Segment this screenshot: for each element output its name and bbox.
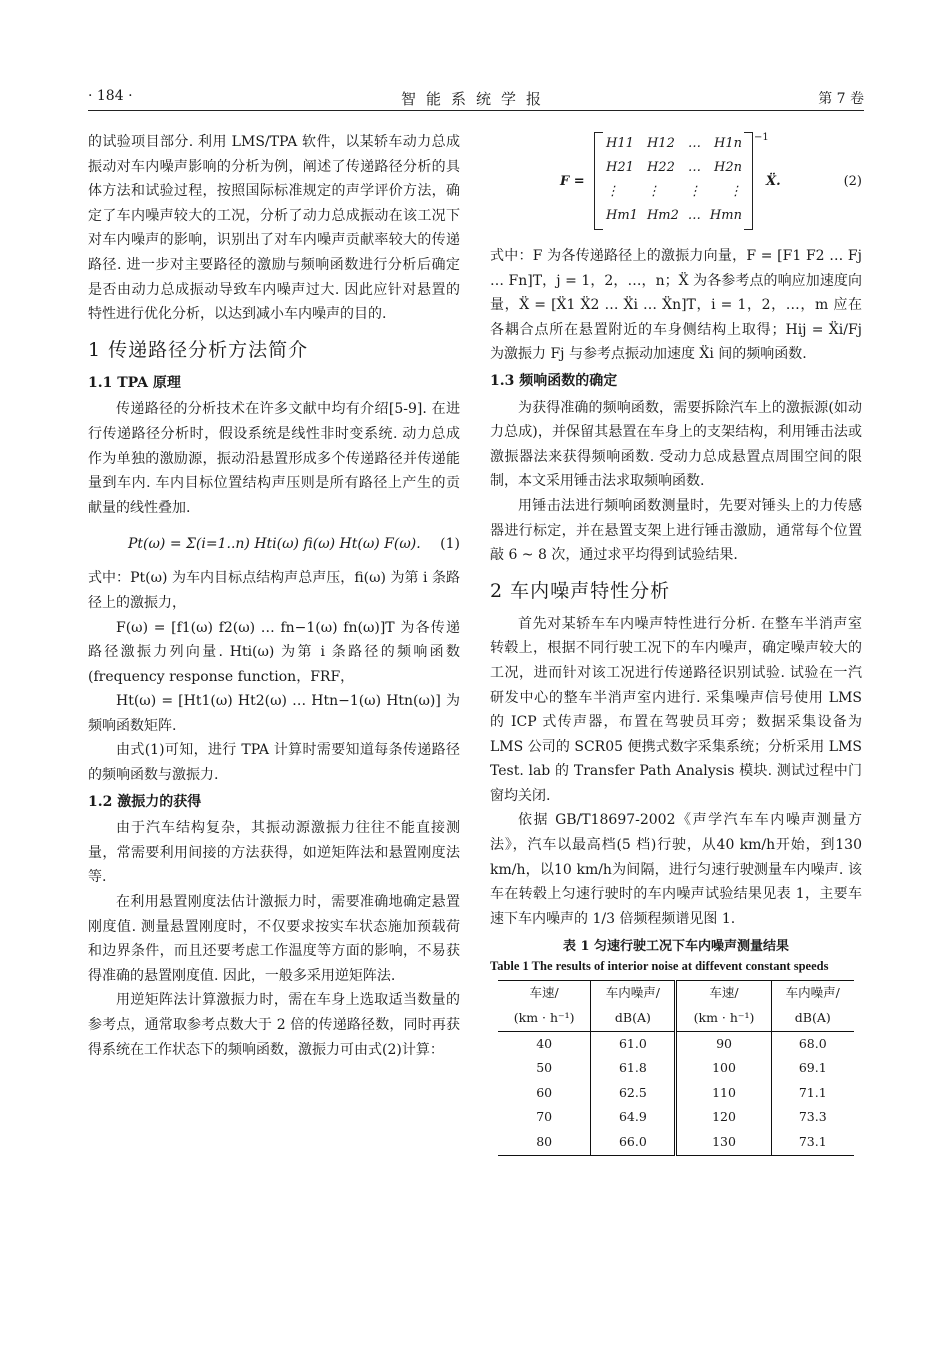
matrix-row	[606, 180, 742, 204]
matrix-cell: H11	[606, 136, 634, 151]
matrix-cell: …	[687, 160, 701, 175]
matrix-right-bracket	[744, 132, 753, 230]
table-header-cell: 车速/	[676, 981, 771, 1006]
table-header-cell: dB(A)	[771, 1006, 854, 1031]
excitation-paragraph-1: 由于汽车结构复杂，其振动源激振力往往不能直接测量，常需要利用间接的方法获得，如逆矩阵法和悬置刚度法等.	[88, 820, 460, 886]
noise-paragraph-2: 依据 GB/T18697-2002《声学汽车车内噪声测量方法》，汽车以最高档(5 档)行驶，从40 km/h开始，到130 km/h，以10 km/h为间隔，进行匀速行驶测量车内噪声. 该车在转毂上匀速行驶时的车内噪声试验结果见表 1，主要车速下车内噪声的 1/3 倍频程频谱见图 1.	[490, 812, 862, 927]
table-header-cell: (km · h⁻¹)	[498, 1006, 591, 1031]
table-cell: 100	[676, 1056, 771, 1081]
acceleration-vector: Ẍ.	[766, 174, 781, 189]
table-cell: 120	[676, 1105, 771, 1130]
table-cell: 60	[498, 1081, 591, 1106]
matrix-cell: Hm1	[606, 208, 638, 223]
table-row	[498, 1056, 854, 1081]
table-cell: 90	[676, 1031, 771, 1056]
subsection-1-1-heading: 1.1 TPA 原理	[88, 374, 181, 391]
matrix-cell: H1n	[714, 136, 742, 151]
header-rule	[88, 110, 864, 111]
table-header-cell: 车内噪声/	[591, 981, 676, 1006]
matrix-cell: …	[687, 136, 701, 151]
table-row	[498, 1105, 854, 1130]
table-cell: 61.0	[591, 1031, 676, 1056]
excitation-paragraph-3: 用逆矩阵法计算激振力时，需在车身上选取适当数量的参考点，通常取参考点数大于 2 倍的传递路径数，同时再获得系统在工作状态下的频响函数，激振力可由式(2)计算：	[88, 992, 460, 1058]
table-header-cell: (km · h⁻¹)	[676, 1006, 771, 1031]
matrix-row	[606, 204, 742, 228]
journal-title: 智能系统学报	[400, 90, 551, 108]
table-cell: 68.0	[798, 1035, 827, 1051]
subsection-1-2-heading: 1.2 激振力的获得	[88, 793, 202, 810]
excitation-paragraph-2: 在利用悬置刚度法估计激振力时，需要准确地确定悬置刚度值. 测量悬置刚度时，不仅要求按实车状态施加预载荷和边界条件，而且还要考虑工作温度等方面的影响，不易获得准确的悬置刚度值. 因此，一般多采用逆矩阵法.	[88, 894, 460, 984]
matrix-row	[606, 156, 742, 180]
table-cell: 130	[676, 1130, 771, 1155]
matrix-cell: ⋮	[729, 184, 742, 199]
table-header-row	[498, 981, 854, 1006]
table-cell: 73.1	[771, 1130, 854, 1155]
table-cell: 40	[498, 1031, 591, 1056]
matrix-cell: H12	[646, 136, 675, 151]
tpa-requirement-paragraph: 由式(1)可知，进行 TPA 计算时需要知道每条传递路径的频响函数与激振力.	[88, 742, 460, 784]
table-caption: 表 1 匀速行驶工况下车内噪声测量结果	[562, 939, 790, 955]
table-cell: 110	[676, 1081, 771, 1106]
table-row	[498, 1081, 854, 1106]
results-table	[498, 980, 854, 1155]
table-row	[498, 1031, 854, 1056]
frf-matrix	[606, 132, 742, 228]
matrix-row	[606, 132, 742, 156]
table-cell: 71.1	[798, 1084, 827, 1100]
matrix-cell: H21	[606, 160, 634, 175]
table-header-row	[498, 1006, 854, 1031]
volume-label: 第 7 卷	[818, 91, 864, 107]
matrix-cell: ⋮	[606, 184, 619, 199]
equation-2-lhs: F =	[560, 174, 585, 189]
table-cell: 69.1	[798, 1060, 827, 1076]
table-cell: 66.0	[591, 1130, 676, 1155]
table-cell: 50	[498, 1056, 591, 1081]
left-column	[88, 130, 460, 1062]
section-2-heading: 2 车内噪声特性分析	[490, 579, 671, 602]
matrix-cell: H2n	[714, 160, 742, 175]
matrix-cell: H22	[646, 160, 675, 175]
frf-paragraph-1: 为获得准确的频响函数，需要拆除汽车上的激振源(如动力总成)，并保留其悬置在车身上的支架结构，利用锤击法或激振器法来获得频响函数. 受动力总成悬置点周围空间的限制，本文采用锤击法求取频响函数.	[490, 399, 862, 490]
equation-2	[490, 126, 862, 238]
noise-paragraph-1: 首先对某轿车车内噪声特性进行分析. 在整车半消声室转毂上，根据不同行驶工况下的车内噪声，确定噪声较大的工况，进而针对该工况进行传递路径识别试验. 试验在一汽研发中心的整车半消声室内进行. 采集噪声信号使用 LMS 的 ICP 式传声器，布置在驾驶员耳旁；数据采集设备为 LMS 公司的 SCR05 便携式数字采集系统；分析采用 LMS Test. lab 的 Transfer Path Analysis 模块. 测试过程中门窗均关闭.	[490, 615, 862, 804]
table-caption-english: Table 1 The results of interior noise at diffevent constant speeds	[490, 959, 829, 974]
equation-1-number: (1)	[440, 536, 460, 553]
tpa-principle-paragraph: 传递路径的分析技术在许多文献中均有介绍[5-9]. 在进行传递路径分析时，假设系统是线性非时变系统. 动力总成作为单独的激励源，振动沿悬置形成多个传递路径并传递能量到车内. 车内目标位置结构声压则是所有路径上产生的贡献量的线性叠加.	[88, 401, 460, 516]
matrix-inverse-exponent: −1	[754, 132, 769, 143]
page-number: · 184 ·	[88, 88, 133, 104]
table-header-cell: dB(A)	[591, 1006, 676, 1031]
table-cell: 73.3	[798, 1109, 827, 1125]
table-cell: 70	[498, 1105, 591, 1130]
matrix-cell: ⋮	[647, 184, 660, 199]
eq1-explanation: 式中：Pt(ω) 为车内目标点结构声总声压，fi(ω) 为第 i 条路径上的激振力，	[88, 570, 460, 611]
equation-1	[88, 526, 460, 560]
section-1-heading: 1 传递路径分析方法简介	[88, 338, 309, 361]
subsection-1-3-heading: 1.3 频响函数的确定	[490, 372, 618, 389]
matrix-cell: Hmn	[709, 208, 742, 223]
matrix-left-bracket	[594, 132, 603, 230]
matrix-cell: ⋮	[688, 184, 701, 199]
table-cell: 80	[498, 1130, 591, 1155]
table-cell: 61.8	[591, 1056, 676, 1081]
table-cell: 62.5	[591, 1081, 676, 1106]
eq2-explanation: 式中：F 为各传递路径上的激振力向量，F = [F1 F2 … Fj … Fn]T，j = 1，2，…，n；Ẍ 为各参考点的响应加速度向量，Ẍ = [Ẍ1 Ẍ2 … Ẍi … Ẍn]T，i = 1，2，…，m 应在各耦合点所在悬置附近的车身侧结构上取得；Hij = Ẍi/Fj 为激振力 Fj 与参考点振动加速度 Ẍi 间的频响函数.	[490, 248, 862, 363]
table-row	[498, 1130, 854, 1155]
right-column	[490, 126, 862, 1156]
intro-paragraph: 的试验项目部分. 利用 LMS/TPA 软件，以某轿车动力总成振动对车内噪声影响的分析为例，阐述了传递路径分析的具体方法和试验过程，按照国际标准规定的声学评价方法，确定了车内噪声较大的工况，分析了动力总成振动在该工况下对车内噪声的影响，识别出了对车内噪声贡献率较大的传递路径. 进一步对主要路径的激励与频响函数进行分析后确定是否由动力总成振动导致车内噪声过大. 因此应针对悬置的特性进行优化分析，以达到减小车内噪声的目的.	[88, 134, 460, 323]
matrix-cell: …	[687, 208, 701, 223]
frf-paragraph-2: 用锤击法进行频响函数测量时，先要对锤头上的力传感器进行标定，并在悬置支架上进行锤击激励，通常每个位置敲 6 ~ 8 次，通过求平均得到试验结果.	[490, 497, 862, 564]
table-header-cell: 车速/	[498, 981, 591, 1006]
equation-2-number: (2)	[843, 174, 862, 189]
table-header-cell: 车内噪声/	[771, 981, 854, 1006]
force-vector-paragraph: F(ω) = [f1(ω) f2(ω) … fn−1(ω) fn(ω)]T 为各传递路径激振力列向量. Hti(ω) 为第 i 条路径的频响函数(frequency response function，FRF，	[88, 619, 460, 685]
frf-matrix-paragraph: Ht(ω) = [Ht1(ω) Ht2(ω) … Htn−1(ω) Htn(ω)] 为频响函数矩阵.	[88, 693, 460, 734]
matrix-cell: Hm2	[646, 208, 679, 223]
page-header	[88, 88, 864, 114]
equation-1-body: Pt(ω) = Σ(i=1..n) Hti(ω) fi(ω) Ht(ω) F(ω).	[128, 536, 421, 553]
table-cell: 64.9	[591, 1105, 676, 1130]
